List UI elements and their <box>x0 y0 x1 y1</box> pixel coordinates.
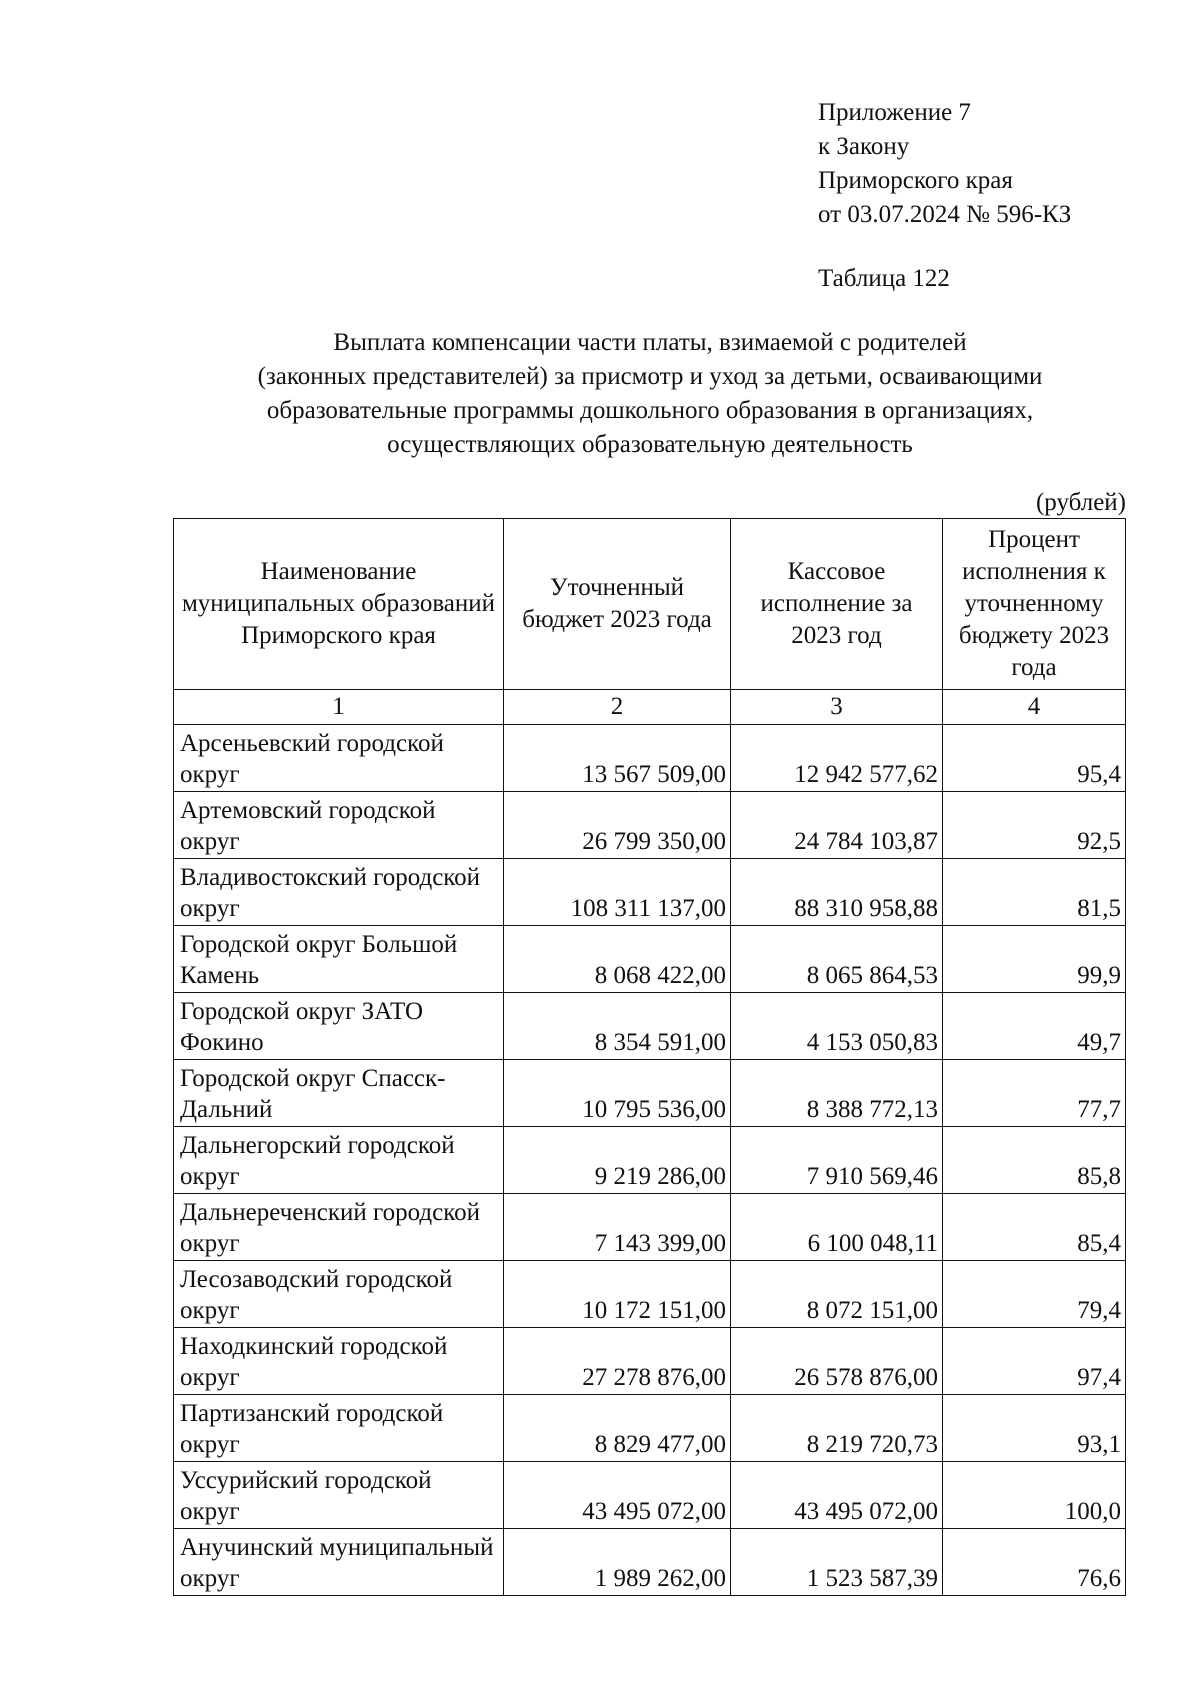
cell-cash-execution: 8 388 772,13 <box>731 1060 943 1127</box>
cell-municipality-name: Анучинский муниципальный округ <box>174 1529 504 1596</box>
column-header-name: Наименование муниципальных образований Приморского края <box>174 519 504 690</box>
appendix-line: от 03.07.2024 № 596-КЗ <box>818 201 1072 228</box>
cell-execution-percent: 99,9 <box>943 926 1126 993</box>
cell-execution-percent: 85,4 <box>943 1194 1126 1261</box>
table-number: Таблица 122 <box>818 265 950 292</box>
column-number: 2 <box>504 690 731 725</box>
cell-refined-budget: 8 354 591,00 <box>504 993 731 1060</box>
document-title <box>170 326 1130 462</box>
table-row <box>174 1194 1126 1261</box>
cell-cash-execution: 6 100 048,11 <box>731 1194 943 1261</box>
title-line: (законных представителей) за присмотр и уход за детьми, осваивающими <box>257 363 1043 390</box>
appendix-header <box>818 96 1071 232</box>
cell-cash-execution: 1 523 587,39 <box>731 1529 943 1596</box>
column-number: 3 <box>731 690 943 725</box>
title-line: Выплата компенсации части платы, взимаемой с родителей <box>333 329 967 356</box>
cell-execution-percent: 85,8 <box>943 1127 1126 1194</box>
appendix-line: Приложение 7 <box>818 99 971 126</box>
cell-refined-budget: 7 143 399,00 <box>504 1194 731 1261</box>
cell-refined-budget: 10 795 536,00 <box>504 1060 731 1127</box>
cell-municipality-name: Дальнереченский городской округ <box>174 1194 504 1261</box>
cell-refined-budget: 26 799 350,00 <box>504 792 731 859</box>
column-header-execution: Кассовое исполнение за 2023 год <box>731 519 943 690</box>
cell-municipality-name: Артемовский городской округ <box>174 792 504 859</box>
cell-municipality-name: Партизанский городской округ <box>174 1395 504 1462</box>
cell-execution-percent: 95,4 <box>943 725 1126 792</box>
column-number: 1 <box>174 690 504 725</box>
table-body <box>174 725 1126 1596</box>
budget-table <box>173 518 1126 1596</box>
cell-municipality-name: Владивостокский городской округ <box>174 859 504 926</box>
cell-municipality-name: Уссурийский городской округ <box>174 1462 504 1529</box>
column-header-percent: Процент исполнения к уточненному бюджету 2023 года <box>943 519 1126 690</box>
appendix-line: Приморского края <box>818 167 1013 194</box>
cell-cash-execution: 26 578 876,00 <box>731 1328 943 1395</box>
units-label: (рублей) <box>1035 489 1126 516</box>
column-number-row <box>174 690 1126 725</box>
cell-municipality-name: Городской округ Спасск-Дальний <box>174 1060 504 1127</box>
cell-cash-execution: 7 910 569,46 <box>731 1127 943 1194</box>
cell-execution-percent: 76,6 <box>943 1529 1126 1596</box>
table-row <box>174 1328 1126 1395</box>
table-row <box>174 859 1126 926</box>
table-row <box>174 792 1126 859</box>
cell-execution-percent: 92,5 <box>943 792 1126 859</box>
table-row <box>174 1261 1126 1328</box>
cell-cash-execution: 43 495 072,00 <box>731 1462 943 1529</box>
appendix-line: к Закону <box>818 133 910 160</box>
cell-cash-execution: 8 065 864,53 <box>731 926 943 993</box>
table-row <box>174 1529 1126 1596</box>
table-row <box>174 1060 1126 1127</box>
table-row <box>174 1395 1126 1462</box>
cell-refined-budget: 13 567 509,00 <box>504 725 731 792</box>
cell-refined-budget: 43 495 072,00 <box>504 1462 731 1529</box>
cell-refined-budget: 10 172 151,00 <box>504 1261 731 1328</box>
cell-execution-percent: 100,0 <box>943 1462 1126 1529</box>
cell-municipality-name: Арсеньевский городской округ <box>174 725 504 792</box>
cell-refined-budget: 1 989 262,00 <box>504 1529 731 1596</box>
cell-refined-budget: 27 278 876,00 <box>504 1328 731 1395</box>
cell-refined-budget: 8 829 477,00 <box>504 1395 731 1462</box>
cell-cash-execution: 4 153 050,83 <box>731 993 943 1060</box>
title-line: осуществляющих образовательную деятельность <box>387 431 913 458</box>
table-header-row <box>174 519 1126 690</box>
cell-municipality-name: Городской округ ЗАТО Фокино <box>174 993 504 1060</box>
cell-municipality-name: Дальнегорский городской округ <box>174 1127 504 1194</box>
cell-refined-budget: 8 068 422,00 <box>504 926 731 993</box>
cell-execution-percent: 77,7 <box>943 1060 1126 1127</box>
cell-execution-percent: 93,1 <box>943 1395 1126 1462</box>
cell-cash-execution: 8 219 720,73 <box>731 1395 943 1462</box>
cell-municipality-name: Городской округ Большой Камень <box>174 926 504 993</box>
cell-execution-percent: 97,4 <box>943 1328 1126 1395</box>
cell-execution-percent: 79,4 <box>943 1261 1126 1328</box>
cell-cash-execution: 8 072 151,00 <box>731 1261 943 1328</box>
table-row <box>174 926 1126 993</box>
cell-cash-execution: 88 310 958,88 <box>731 859 943 926</box>
cell-refined-budget: 9 219 286,00 <box>504 1127 731 1194</box>
column-number: 4 <box>943 690 1126 725</box>
cell-execution-percent: 49,7 <box>943 993 1126 1060</box>
column-header-budget: Уточненный бюджет 2023 года <box>504 519 731 690</box>
cell-execution-percent: 81,5 <box>943 859 1126 926</box>
table-row <box>174 993 1126 1060</box>
cell-cash-execution: 24 784 103,87 <box>731 792 943 859</box>
cell-municipality-name: Лесозаводский городской округ <box>174 1261 504 1328</box>
table-row <box>174 725 1126 792</box>
cell-municipality-name: Находкинский городской округ <box>174 1328 504 1395</box>
table-row <box>174 1127 1126 1194</box>
table-row <box>174 1462 1126 1529</box>
cell-cash-execution: 12 942 577,62 <box>731 725 943 792</box>
title-line: образовательные программы дошкольного образования в организациях, <box>266 397 1034 424</box>
cell-refined-budget: 108 311 137,00 <box>504 859 731 926</box>
